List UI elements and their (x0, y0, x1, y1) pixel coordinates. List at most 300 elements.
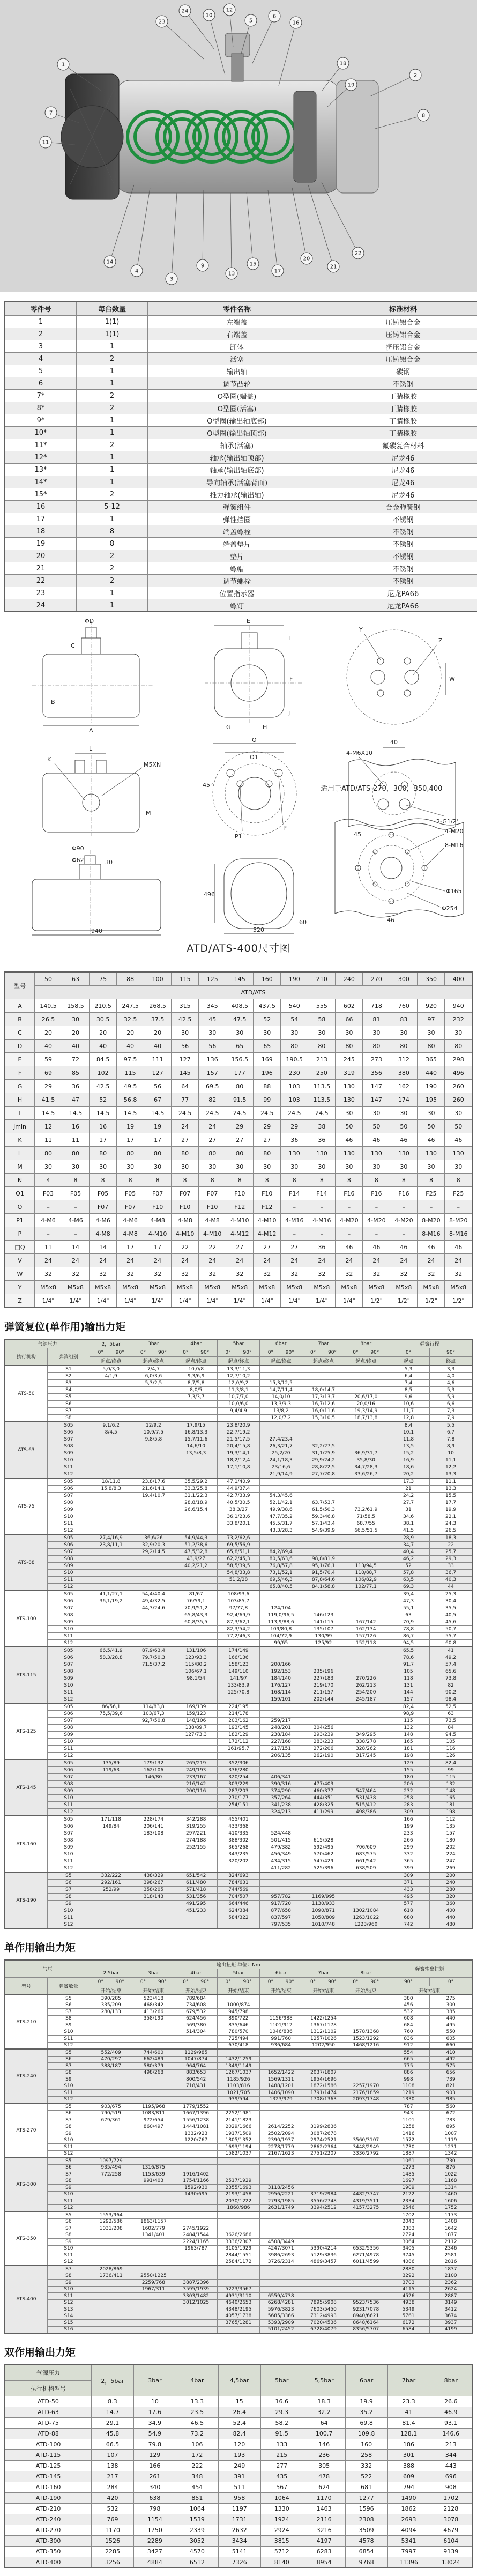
spring-start-cell: 233 (387, 1830, 429, 1837)
dim-cell: F07 (144, 1187, 172, 1200)
parts-row (5, 414, 477, 427)
dim-size-header: 100 (144, 972, 172, 986)
torque-cell: 54.9 (133, 2429, 176, 2439)
torque-cell: 2285 (92, 2547, 134, 2557)
torque-cell (345, 1816, 387, 1823)
torque-cell: 332/222 (90, 1872, 132, 1880)
torque-cell (302, 2185, 345, 2192)
dim-cell: – (445, 1200, 472, 1214)
torque-cell: 609 (387, 2471, 430, 2482)
dim-cell: 58 (308, 1013, 336, 1026)
dim-cell: 30 (62, 1160, 90, 1174)
torque-cell: 2141/1823 (217, 2117, 259, 2124)
spring-start-cell: 577 (387, 1901, 429, 1907)
dim-label-496: 496 (204, 891, 215, 898)
spring-set-cell: S12 (47, 1753, 90, 1760)
torque-cell: 65,8/40,5 (260, 1584, 302, 1591)
dim-cell: 45 (199, 1013, 226, 1026)
dim-cell: 12 (35, 1120, 62, 1133)
torque-cell: 624 (303, 2482, 345, 2493)
dim-cell: 37.5 (144, 1013, 172, 1026)
dim-cell: 30.5 (90, 1013, 117, 1026)
torque-cell (132, 2326, 175, 2333)
torque-row (5, 1534, 472, 1542)
torque-cell: 183/108 (132, 1830, 175, 1837)
dim-cell: 32 (35, 1267, 62, 1281)
spring-set-cell: S10 (47, 2245, 90, 2252)
torque-cell: 991/403 (132, 2178, 175, 2185)
spring-end-cell: 360 (430, 1901, 472, 1907)
dim-label-45: 45 (354, 831, 361, 838)
spring-start-cell: 775 (387, 2063, 429, 2070)
torque-cell (90, 2280, 132, 2287)
torque-cell: 99/65 (260, 1640, 302, 1647)
torque-cell (217, 2280, 259, 2287)
spring-end-cell: 3937 (430, 2320, 472, 2327)
torque-cell (302, 2157, 345, 2164)
torque-row (5, 1894, 472, 1901)
spring-end-cell: 11,1 (430, 1457, 472, 1464)
spring-set-cell: S11 (47, 1464, 90, 1471)
torque-cell (302, 2002, 345, 2009)
angle-header-0: 0° (387, 1348, 429, 1357)
dim-cell: 36 (62, 1080, 90, 1093)
dim-cell: 30 (363, 1107, 390, 1120)
dim-cell: 8 (418, 1174, 445, 1187)
torque-cell: 683/575 (345, 1851, 387, 1858)
torque-row (5, 1661, 472, 1668)
torque-cell (217, 1415, 259, 1422)
torque-cell (90, 1795, 132, 1802)
torque-row (5, 1703, 472, 1711)
parts-cell: 不锈钢 (326, 538, 477, 550)
torque-cell (217, 1753, 259, 1760)
spring-start-cell: 371 (387, 1880, 429, 1887)
parts-cell: 14* (5, 476, 77, 488)
torque-cell: 82,3/54,2 (217, 1626, 259, 1633)
torque-cell: 141/115 (302, 1619, 345, 1626)
torque-cell: 4570 (176, 2547, 218, 2557)
model-col-header: 型号 (5, 1978, 47, 1995)
torque-row (5, 1858, 472, 1865)
torque-cell: 258 (345, 2450, 387, 2461)
torque-cell: 936/684 (260, 2042, 302, 2049)
torque-cell: 1302/1084 (345, 1907, 387, 1914)
dim-cell: 24 (90, 1254, 117, 1267)
spring-start-cell: 41,5 (387, 1527, 429, 1535)
torque-cell: 638 (133, 2493, 176, 2504)
parts-cell: 1 (77, 476, 148, 488)
torque-row (5, 1373, 472, 1380)
torque-cell (132, 2144, 175, 2151)
torque-cell: 340 (133, 2482, 176, 2493)
torque-cell (132, 1725, 175, 1732)
torque-cell: 7,3/3,7 (175, 1394, 217, 1401)
torque-cell (90, 2306, 132, 2313)
dim-cell: 80 (35, 1147, 62, 1160)
dim-cell: 32 (254, 1267, 281, 1281)
dim-cell: M5x8 (308, 1281, 336, 1294)
torque-cell (260, 1711, 302, 1718)
spring-end-cell: 13,3 (430, 1471, 472, 1479)
spring-start-cell: 365 (387, 1858, 429, 1865)
dim-size-header: 240 (336, 972, 363, 986)
torque-cell (90, 2036, 132, 2043)
torque-cell: 45,5/31,7 (260, 1520, 302, 1527)
torque-cell: 162/106 (132, 1767, 175, 1774)
torque-cell: 31,1/22,3 (175, 1493, 217, 1499)
model-cell: ATD-270 (5, 2525, 92, 2536)
parts-cell: 1 (5, 316, 77, 328)
torque-row (5, 1457, 472, 1464)
torque-cell (90, 1865, 132, 1873)
dim-row-label: E (5, 1053, 35, 1066)
spring-set-cell: S10 (47, 1457, 90, 1464)
dim-cell: 80 (226, 1080, 254, 1093)
parts-cell: 调节凸轮 (148, 377, 326, 390)
parts-cell: 压铸铝合金 (326, 353, 477, 365)
torque-cell: 406/341 (260, 1774, 302, 1781)
spring-end-cell: 33 (430, 1563, 472, 1570)
torque-cell: 202/144 (302, 1696, 345, 1704)
dim-cell: 602 (336, 999, 363, 1013)
torque-cell (345, 2225, 387, 2232)
torque-cell: 305 (303, 2461, 345, 2471)
torque-cell: 2956/2221 (260, 2191, 302, 2198)
parts-cell: 1 (77, 599, 148, 612)
torque-cell (302, 1872, 345, 1880)
dim-cell: 4 (35, 1174, 62, 1187)
torque-cell: 73,2/62,6 (217, 1534, 259, 1542)
torque-cell: 611/480 (175, 1880, 217, 1887)
torque-cell (175, 1914, 217, 1921)
torque-cell: 2028/869 (90, 2266, 132, 2273)
torque-cell (302, 1493, 345, 1499)
spring-end-cell: 19,9 (430, 1506, 472, 1513)
torque-cell: 7020/4536 (302, 2320, 345, 2327)
torque-cell: 1103/816 (217, 2083, 259, 2090)
torque-cell (175, 2326, 217, 2333)
spring-end-cell: 730 (430, 2157, 472, 2164)
spring-set-cell: S2 (47, 1373, 90, 1380)
torque-cell (132, 2204, 175, 2211)
torque-cell: 211/157 (302, 1689, 345, 1696)
torque-cell: 784/631 (217, 1880, 259, 1887)
dim-cell: 111 (144, 1053, 172, 1066)
torque-cell: 2631/1749 (260, 2204, 302, 2211)
torque-cell: 1432/1259 (217, 2056, 259, 2063)
callout-leader (209, 15, 225, 75)
torque-cell (90, 1527, 132, 1535)
dim-label-phi254: Φ254 (442, 905, 458, 912)
dim-cell: 14.5 (62, 1107, 90, 1120)
torque-cell: 19,4/10,7 (132, 1493, 175, 1499)
spring-set-cell: S8 (47, 2273, 90, 2280)
torque-cell: 28,8/18,9 (175, 1499, 217, 1506)
spring-set-cell: S5 (47, 2049, 90, 2056)
spring-start-cell: 309 (387, 1872, 429, 1880)
torque-cell (132, 1387, 175, 1394)
dim-cell: F14 (281, 1187, 308, 1200)
torque-cell: 772/258 (90, 2171, 132, 2178)
dim-row (5, 1267, 472, 1281)
dim-cell: M5x8 (418, 1281, 445, 1294)
torque-cell (175, 1513, 217, 1520)
torque-row (5, 1788, 472, 1795)
output-torque-unit-header: 输出扭矩 单位：Nm (90, 1960, 387, 1969)
torque-row (5, 2049, 472, 2056)
torque-cell: 23,8/20,9 (217, 1422, 259, 1429)
torque-cell: 945/798 (217, 2009, 259, 2016)
spring-end-cell: 1606 (430, 2198, 472, 2205)
torque-cell (345, 1549, 387, 1556)
dim-cell: F12 (254, 1200, 281, 1214)
dim-cell: 80 (62, 1147, 90, 1160)
parts-cell: 8 (77, 525, 148, 538)
torque-cell: 2308 (345, 2514, 387, 2525)
model-cell: ATD-125 (5, 2461, 92, 2471)
parts-cell: 尼龙46 (326, 476, 477, 488)
torque-cell (90, 1457, 132, 1464)
dim-row (5, 1294, 472, 1308)
dim-cell: 99 (254, 1093, 281, 1107)
torque-cell (175, 1689, 217, 1696)
dim-cell: 81 (363, 1013, 390, 1026)
torque-cell: 1578/1368 (345, 2029, 387, 2036)
dim-cell: 8-M16 (418, 1227, 445, 1241)
torque-cell (302, 1823, 345, 1830)
torque-cell: 261 (133, 2471, 176, 2482)
dim-cell: 210.5 (90, 999, 117, 1013)
dim-row-label: O1 (5, 1187, 35, 1200)
parts-cell: 24 (5, 599, 77, 612)
torque-cell: 54,8/33,8 (217, 1570, 259, 1577)
torque-cell: 664/446 (217, 1901, 259, 1907)
torque-cell (90, 1837, 132, 1844)
torque-cell: 149/84 (90, 1823, 132, 1830)
dim-cell: 32 (308, 1267, 336, 1281)
torque-cell: 34.9 (133, 2418, 176, 2429)
callout-number: 7 (49, 110, 53, 116)
torque-cell (90, 1499, 132, 1506)
dim-row-label: L (5, 1147, 35, 1160)
torque-cell: 14,6/10 (175, 1443, 217, 1450)
dim-label-45deg: 45° (203, 782, 213, 789)
dim-row (5, 1053, 472, 1066)
parts-row (5, 439, 477, 451)
dim-cell: 1/4" (117, 1294, 144, 1308)
torque-cell (90, 1450, 132, 1457)
spring-set-cell: S5 (47, 2157, 90, 2164)
torque-cell (260, 2218, 302, 2225)
torque-cell (302, 1436, 345, 1443)
dim-cell: – (336, 1200, 363, 1214)
torque-cell (132, 2293, 175, 2300)
parts-cell: 轴承(活塞) (148, 439, 326, 451)
torque-cell (90, 1513, 132, 1520)
torque-cell (90, 1493, 132, 1499)
torque-cell: 141/97 (217, 1675, 259, 1682)
torque-cell: 104/72,9 (260, 1633, 302, 1640)
spring-start-cell: 4086 (387, 2259, 429, 2266)
parts-row (5, 488, 477, 501)
torque-cell: 390/285 (90, 1995, 132, 2002)
torque-row (5, 1767, 472, 1774)
spring-start-cell: 148 (387, 1732, 429, 1739)
dim-cell: 32 (336, 1267, 363, 1281)
torque-cell (302, 1711, 345, 1718)
torque-cell: 91.5 (260, 2429, 303, 2439)
torque-cell: 8954 (303, 2557, 345, 2568)
angle-header-90: 90° (387, 1978, 429, 1986)
dim-cell: 24 (35, 1254, 62, 1267)
dim-cell: 20 (35, 1026, 62, 1040)
spring-set-cell: S07 (47, 1830, 90, 1837)
torque-cell (90, 2198, 132, 2205)
dim-cell: F07 (117, 1200, 144, 1214)
double-torque-row (5, 2407, 472, 2418)
dim-cell: F03 (35, 1187, 62, 1200)
spring-start-cell: 399 (387, 1865, 429, 1873)
torque-cell: 1430/695 (175, 2191, 217, 2198)
torque-cell: 584/322 (217, 1914, 259, 1921)
dim-label-l: L (89, 745, 93, 752)
torque-cell (132, 1450, 175, 1457)
torque-cell: 1367/1178 (302, 2022, 345, 2029)
pressure-header: 7bar (302, 1339, 345, 1348)
spring-set-cell: S07 (47, 1436, 90, 1443)
spring-set-cell: S8 (47, 2069, 90, 2076)
dim-row-label: C (5, 1026, 35, 1040)
torque-cell: 413/266 (132, 2009, 175, 2016)
dim-cell: 127 (144, 1066, 172, 1080)
callout-number: 13 (228, 271, 235, 277)
dim-cell: 1/4" (226, 1294, 254, 1308)
torque-cell (132, 1506, 175, 1513)
torque-cell: 1406/1090 (260, 2090, 302, 2097)
torque-cell: 1754/1166 (175, 2178, 217, 2185)
torque-row (5, 1711, 472, 1718)
dim-cell: F07 (172, 1187, 199, 1200)
torque-cell (345, 1781, 387, 1788)
torque-cell (132, 1513, 175, 1520)
torque-cell (90, 1689, 132, 1696)
dim-cell: F16 (363, 1187, 390, 1200)
torque-cell (175, 1584, 217, 1591)
dim-cell: 30 (390, 1107, 418, 1120)
spring-end-cell: 269 (430, 1865, 472, 1873)
spring-set-cell: S11 (47, 1802, 90, 1809)
torque-cell (132, 2022, 175, 2029)
parts-cell: 不锈钢 (326, 575, 477, 587)
torque-cell: 3216 (303, 2525, 345, 2536)
dim-cell: 177 (226, 1066, 254, 1080)
torque-cell: 1064 (176, 2504, 218, 2514)
spring-start-cell: 18,6 (387, 1464, 429, 1471)
spring-set-cell: S9 (47, 2022, 90, 2029)
parts-cell: 2 (77, 488, 148, 501)
startend-header: 开始/结束 (90, 1986, 132, 1995)
dim-label-p1: P1 (235, 833, 242, 840)
torque-cell: 1257/1026 (302, 2036, 345, 2043)
spring-start-cell: 380 (387, 1995, 429, 2002)
dim-cell: 30 (35, 1160, 62, 1174)
parts-cell: 尼龙46 (326, 464, 477, 476)
angle-header: 0° 90° (345, 1978, 387, 1986)
torque-cell: 651/542 (175, 1872, 217, 1880)
spring-end-cell: 7,8 (430, 1436, 472, 1443)
torque-cell: 1101/912 (260, 2022, 302, 2029)
torque-cell: 6,0/3,6 (132, 1373, 175, 1380)
dim-row-label: P (5, 1227, 35, 1241)
torque-cell: 328/262 (345, 1746, 387, 1753)
spring-end-cell: 165 (430, 1795, 472, 1802)
spring-end-cell: 440 (430, 2015, 472, 2022)
torque-cell (260, 1647, 302, 1654)
torque-cell: 2176/1859 (345, 2090, 387, 2097)
dim-cell: M5x8 (144, 1281, 172, 1294)
parts-cell: O型圈(输出轴顶部) (148, 427, 326, 439)
torque-cell: 3078 (430, 2514, 472, 2525)
torque-cell: 4247/3071 (260, 2245, 302, 2252)
torque-cell (345, 2286, 387, 2293)
dim-label-4m6x10: 4-M6X10 (346, 749, 372, 756)
dim-cell: 30 (117, 1160, 144, 1174)
torque-row (5, 1422, 472, 1429)
end-header: 终点 (430, 1357, 472, 1366)
parts-row (5, 451, 477, 464)
torque-cell: 26,6/15,4 (175, 1506, 217, 1513)
torque-cell (132, 1563, 175, 1570)
torque-cell: 1341/401 (132, 2232, 175, 2239)
dim-cell: 11 (62, 1133, 90, 1147)
parts-row (5, 328, 477, 340)
torque-cell: 14,7/11,4 (260, 1387, 302, 1394)
torque-cell (260, 2049, 302, 2056)
torque-cell (345, 1486, 387, 1493)
model-cell: ATD-50 (5, 2396, 92, 2407)
torque-cell: 8356/5707 (345, 2326, 387, 2333)
dim-cell: F05 (62, 1187, 90, 1200)
torque-cell: 45.8 (92, 2429, 134, 2439)
torque-cell: 106/82,9 (345, 1577, 387, 1584)
spring-start-cell: 299 (387, 1844, 429, 1851)
dim-row (5, 1133, 472, 1147)
torque-cell: 303/229 (217, 1781, 259, 1788)
torque-cell: 2517/1929 (217, 2178, 259, 2185)
dim-size-header: 350 (418, 972, 445, 986)
dim-cell: 250 (308, 1066, 336, 1080)
torque-cell: 1592/930 (175, 2185, 217, 2192)
torque-row (5, 2130, 472, 2137)
dim-cell: F25 (445, 1187, 472, 1200)
torque-cell: 338/278 (345, 1739, 387, 1746)
spring-start-cell: 495 (387, 1894, 429, 1901)
dim-cell: 42.5 (172, 1013, 199, 1026)
torque-cell (302, 2103, 345, 2110)
torque-cell: 270/226 (345, 1675, 387, 1682)
dim-cell: 49.5 (117, 1080, 144, 1093)
spring-set-cell: S6 (47, 1401, 90, 1408)
dim-row (5, 1040, 472, 1053)
torque-cell (175, 1633, 217, 1640)
pressure-header: 3bar (132, 1339, 175, 1348)
torque-cell (175, 2218, 217, 2225)
dim-label-p: P (283, 825, 287, 832)
torque-cell (345, 1429, 387, 1436)
torque-cell (90, 1408, 132, 1415)
spring-start-cell: 665 (387, 2056, 429, 2063)
